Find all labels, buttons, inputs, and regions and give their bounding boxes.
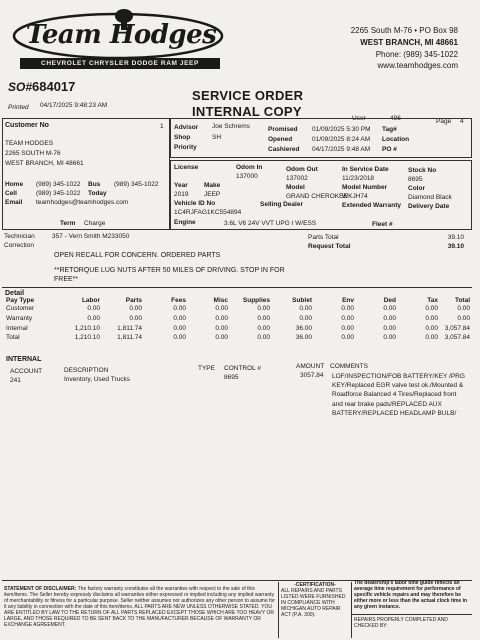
detail-cell: 0.00 [173,305,186,312]
logo-text: Team Hodges [26,20,217,50]
detail-cell: 0.00 [215,305,228,312]
detail-cell: 36.00 [295,334,312,341]
col-parts: Parts [125,297,142,304]
odom-in-label: Odom In [236,164,263,171]
detail-cell: 3,057.84 [444,334,470,341]
detail-cell: 36.00 [295,325,312,332]
control-value: 8695 [224,374,239,381]
customer-no-value: 1 [160,123,164,130]
detail-cell: 0.00 [129,305,142,312]
detail-cell: 0.00 [215,325,228,332]
detail-cell: 0.00 [383,305,396,312]
detail-pay-type: Internal [6,325,28,332]
col-tax: Tax [427,297,438,304]
request-total-value: 39.10 [447,243,464,250]
in-service-value: 11/23/2018 [342,175,375,182]
detail-cell: 0.00 [87,315,100,322]
in-service-label: In Service Date [342,166,389,173]
detail-label: Detail [5,290,25,297]
customer-street: 2265 SOUTH M-76 [5,150,61,157]
footer-divider-2 [351,582,352,638]
cert-text: ALL REPAIRS AND PARTS LISTED WERE FURNISHED IN COMPLIANCE WITH MICHIGAN AUTO REPAIR ACT (P.A. 300). [281,588,346,618]
shop-label: Shop [174,134,191,141]
detail-pay-type: Customer [6,305,35,312]
account-label: ACCOUNT [10,368,43,375]
year-label: Year [174,182,188,189]
detail-cell: 0.00 [215,334,228,341]
request-total-label: Request Total [308,243,351,250]
detail-cell: 0.00 [341,334,354,341]
col-misc: Misc [213,297,228,304]
detail-cell: 0.00 [257,315,270,322]
detail-row [6,325,470,332]
bus-value: (989) 345-1022 [114,181,159,188]
shop-value: SH [212,134,222,141]
detail-cell: 0.00 [457,305,470,312]
certification-block [281,582,349,638]
repairs-completed-block [354,617,472,629]
detail-cell: 1,210.10 [74,334,100,341]
technician-value: 357 - Vern Smith M233050 [52,233,130,240]
cashiered-value: 04/17/2025 9:48 AM [312,146,371,153]
col-labor: Labor [81,297,100,304]
detail-cell: 0.00 [425,305,438,312]
detail-cell: 0.00 [129,315,142,322]
account-value: 241 [10,377,21,384]
page-label: Page [436,118,452,125]
home-value: (989) 345-1022 [36,181,81,188]
odom-out-value: 137002 [286,175,308,182]
comments-block [332,372,465,418]
customer-box [2,118,170,230]
dealer-address-line1: 2265 South M-76 • PO Box 98 [350,26,458,35]
license-label: License [174,164,199,171]
detail-cell: 0.00 [341,305,354,312]
comment-line: BATTERY/REPLACED HEADLAMP BULB/ [332,409,457,417]
po-label: PO # [382,146,397,153]
team-hodges-logo [6,6,224,76]
user-label: User [352,115,366,122]
term-label: Term [60,220,76,227]
job-line-3: FREE** [54,276,79,283]
footer-rule-3 [352,614,472,615]
dealer-phone: Phone: (989) 345-1022 [375,50,458,59]
detail-cell: 1,811.74 [117,325,142,332]
footer-divider-1 [278,582,279,638]
detail-cell: 0.00 [173,325,186,332]
detail-header-row [6,297,470,304]
so-label: SO# [8,80,33,94]
dealer-address-line2: WEST BRANCH, MI 48661 [360,38,458,47]
detail-cell: 0.00 [425,325,438,332]
color-value: Diamond Black [408,194,452,201]
detail-row [6,334,470,341]
comment-line: LOF/INSPECTION/FOB BATTERY/KEY /PRG [332,373,465,380]
model-number-label: Model Number [342,184,388,191]
detail-cell: 0.00 [341,325,354,332]
col-fees: Fees [171,297,186,304]
detail-top-rule [2,287,472,288]
customer-no-label: Customer No [5,122,49,129]
make-value: JEEP [204,191,221,198]
col-ded: Ded [383,297,396,304]
detail-cell: 0.00 [257,334,270,341]
delivery-label: Delivery Date [408,203,450,210]
cashiered-label: Cashiered [268,146,300,153]
detail-cell: 0.00 [87,305,100,312]
detail-cell: 1,210.10 [74,325,100,332]
detail-cell: 0.00 [383,334,396,341]
detail-cell: 0.00 [257,305,270,312]
cert-title: -CERTIFICATION- [294,582,336,588]
odom-in-value: 137000 [236,173,258,180]
year-value: 2019 [174,191,189,198]
comment-line: Roadforce Balanced 4 Tires/Replaced front [332,391,457,399]
parts-total-label: Parts Total [308,234,339,241]
technician-label: Technician [4,233,35,240]
customer-city: WEST BRANCH, MI 48661 [5,160,84,167]
detail-cell: 0.00 [173,334,186,341]
labor-guide-block [354,580,472,614]
detail-cell: 1,811.74 [117,334,142,341]
detail-cell: 0.00 [173,315,186,322]
col-pay-type: Pay Type [6,297,35,304]
stock-value: 8695 [408,176,423,183]
amount-label: AMOUNT [296,363,325,370]
priority-label: Priority [174,144,197,151]
detail-pay-type: Warranty [6,315,33,322]
email-label: Email [5,199,23,206]
vin-label: Vehicle ID No [174,200,216,207]
model-number-value: WKJH74 [342,193,368,200]
disclaimer-title: STATEMENT OF DISCLAIMER: [4,586,77,592]
logo-brands: CHEVROLET CHRYSLER DODGE RAM JEEP [20,58,220,69]
internal-title: INTERNAL [6,356,42,363]
model-value: GRAND CHEROKEE [286,193,348,200]
detail-pay-type: Total [6,334,20,341]
fleet-label: Fleet # [372,221,393,228]
detail-cell: 0.00 [383,315,396,322]
promised-label: Promised [268,126,298,133]
detail-cell: 0.00 [299,315,312,322]
type-label: TYPE [198,365,215,372]
selling-dealer-label: Selling Dealer [260,201,303,208]
detail-row [6,315,470,322]
description-label: DESCRIPTION [64,367,109,374]
detail-cell: 0.00 [299,305,312,312]
detail-cell: 0.00 [425,315,438,322]
printed-value: 04/17/2025 9:48:23 AM [40,102,108,109]
amount-value: 3057.84 [300,372,324,379]
make-label: Make [204,182,221,189]
bus-label: Bus [88,181,101,188]
correction-label: Correction [4,242,34,249]
opened-label: Opened [268,136,293,143]
job-line-2: **RETORQUE LUG NUTS AFTER 50 MILES OF DRIVING. STOP IN FOR [54,267,285,274]
color-label: Color [408,185,425,192]
term-value: Charge [84,220,106,227]
labor-guide-text: The dealership's labor time guide reflects an average time requirement for performance of specific vehicle repairs and may therefore be either more or less than the actual clock time in any given instance. [354,580,468,610]
comments-label: COMMENTS [330,363,368,370]
col-supplies: Supplies [242,297,270,304]
description-value: Inventory, Used Trucks [64,376,130,383]
dealer-website: www.teamhodges.com [377,61,458,70]
comment-line: and rear brake pads/REPLACED AUX [332,400,442,408]
detail-row [6,305,470,312]
email-value: teamhodges@teamhodges.com [36,199,129,206]
page-value: 4 [460,118,464,125]
location-label: Location [382,136,410,143]
customer-name: TEAM HODGES [5,140,54,147]
disclaimer-block [4,586,276,636]
printed-label: Printed [8,104,29,111]
vin-value: 1C4RJFAG1KC554894 [174,209,242,216]
repairs-completed: REPAIRS PROPERLY COMPLETED AND CHECKED BY: [354,617,448,629]
detail-cell: 0.00 [383,325,396,332]
tag-label: Tag# [382,126,397,133]
ext-warranty-label: Extended Warranty [342,202,401,209]
today-label: Today [88,190,107,197]
detail-cell: 0.00 [457,315,470,322]
promised-value: 01/09/2025 5:30 PM [312,126,371,133]
col-total: Total [454,297,470,304]
title-service-order: SERVICE ORDER [192,88,304,103]
control-label: CONTROL # [224,365,261,372]
col-sublet: Sublet [292,297,312,304]
title-internal-copy: INTERNAL COPY [192,104,302,119]
model-label: Model [286,184,305,191]
cell-label: Cell [5,190,17,197]
comment-line: KEY/Replaced EGR valve test ok./Mounted & [332,382,464,390]
detail-cell: 0.00 [341,315,354,322]
user-value: 496 [390,115,401,122]
detail-cell: 0.00 [257,325,270,332]
cell-value: (989) 345-1022 [36,190,81,197]
detail-cell: 0.00 [425,334,438,341]
opened-value: 01/09/2025 8:24 AM [312,136,371,143]
engine-value: 3.6L V6 24V VVT UPG I W/ESS [224,220,317,227]
detail-cell: 3,057.84 [444,325,470,332]
stock-label: Stock No [408,167,437,174]
job-line-1: OPEN RECALL FOR CONCERN. ORDERED PARTS [54,252,221,259]
disclaimer-text: The factory warranty constitutes all the warranties with respect to the sale of this item/items. The Seller hereby expressly disclaims all warranties either expressed or implied including any implied warranty of merchantability or fitness for a particular purpose. Seller neither assumes nor authorizes any other person to assume for it any liability in connection with the date of this item/items. ALL PARTS ARE NEW UNLESS OTHERWISE STATED. YOU ARE ENTITLED BY LAW TO THE RETURN OF ALL PARTS REPLACED EXCEPT THOSE WHICH ARE TOO HEAVY OR LARGE, AND THOSE REQUIRED TO BE SENT BACK TO THE MANUFACTURER BECAUSE OF WARRANTY OR EXCHANGE AGREEMENT. [4,586,275,628]
advisor-value: Joe Schrems [212,123,250,130]
advisor-label: Advisor [174,124,199,131]
parts-total-value: 39.10 [447,234,464,241]
col-env: Env [342,297,354,304]
engine-label: Engine [174,219,196,226]
detail-cell: 0.00 [215,315,228,322]
home-label: Home [5,181,24,188]
odom-out-label: Odom Out [286,166,318,173]
so-number: 684017 [32,79,76,94]
